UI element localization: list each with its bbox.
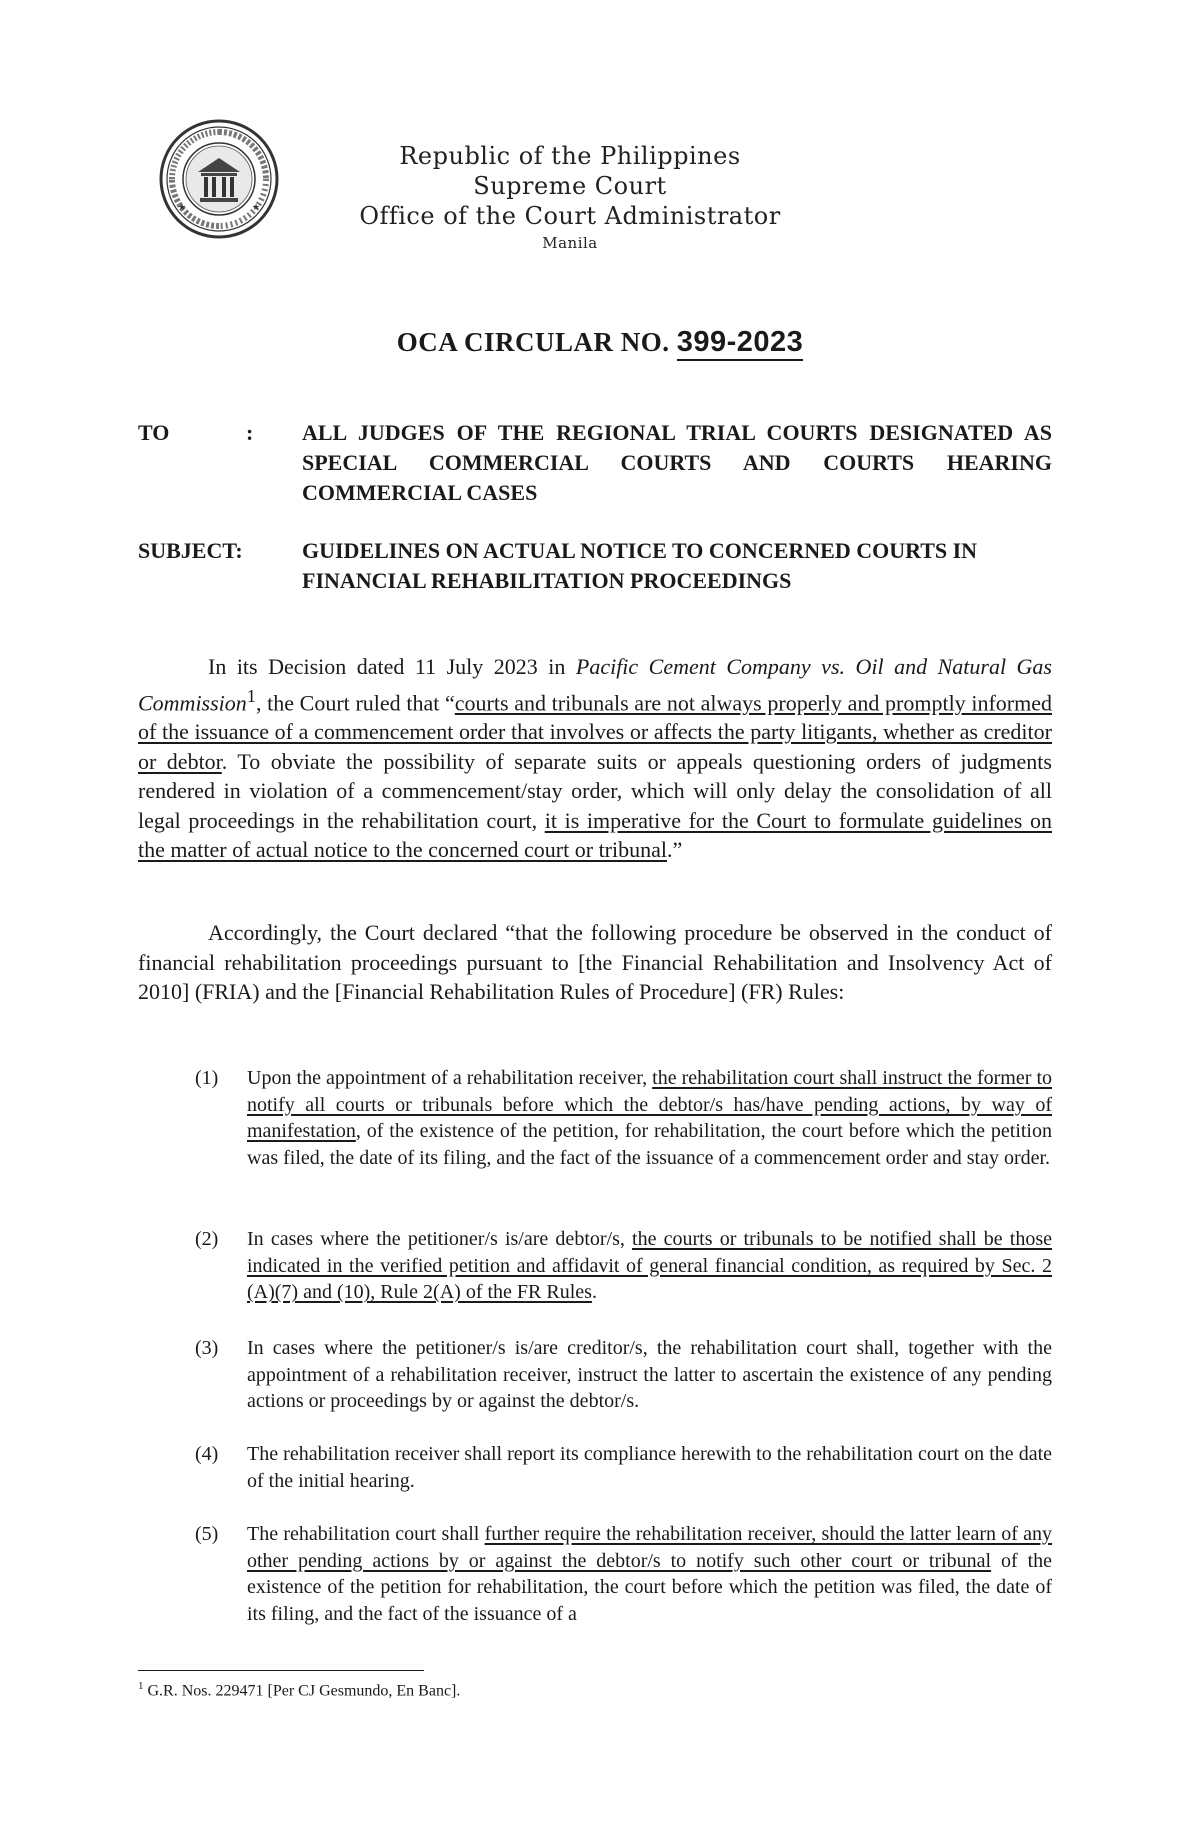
footnote-mark: 1: [138, 1680, 144, 1692]
p1-underlined-imperative: it is imperative for the Court to formulate guidelines on the matter of actual notice to the concerned court or tribunal: [138, 807, 1052, 863]
letterhead-republic: Republic of the Philippines: [399, 142, 741, 170]
list-item: [195, 1521, 1052, 1627]
list-item: [195, 1335, 1052, 1415]
letterhead-office: Office of the Court Administrator: [359, 202, 781, 230]
item-text-b: .: [591, 1281, 597, 1304]
subject-text: GUIDELINES ON ACTUAL NOTICE TO CONCERNED COURTS IN FINANCIAL REHABILITATION PROCEEDINGS: [302, 538, 978, 593]
to-label: TO: [138, 420, 170, 445]
p1-text-c: . To obviate the possibility of separate suits or appeals questioning orders of judgments rendered in violation of a commencement/stay order, which will only delay the consolidation of all legal proceedings in the rehabilitation court,: [138, 748, 1052, 833]
to-colon: :: [246, 420, 254, 445]
item-text-a: In cases where the petitioner/s is/are debtor/s,: [247, 1228, 633, 1250]
item-number: (5): [195, 1523, 219, 1545]
item-text-a: The rehabilitation receiver shall report its compliance herewith to the rehabilitation court on the date of the initial hearing.: [247, 1443, 1052, 1492]
svg-text:★: ★: [252, 203, 261, 213]
p1-underlined-ruling: courts and tribunals are not always properly and promptly informed of the issuance of a commencement order that involves or affects the party litigants, whether as creditor or debtor: [138, 689, 1052, 774]
footnote-text: G.R. Nos. 229471 [Per CJ Gesmundo, En Banc].: [147, 1682, 461, 1700]
footnote-ref: 1: [246, 685, 256, 706]
p1-text-b: , the Court ruled that “: [255, 689, 455, 715]
item-number: (3): [195, 1337, 219, 1359]
svg-text:★: ★: [178, 203, 187, 213]
item-text: [247, 1226, 1052, 1306]
item-text-b: , of the existence of the petition, for rehabilitation, the court before which the petition was filed, the date of its filing, and the fact of the issuance of a commencement order and stay order.: [247, 1120, 1052, 1169]
list-item: [195, 1226, 1052, 1306]
item-text: [247, 1065, 1052, 1171]
circular-title: [0, 326, 1200, 359]
item-text-a: In cases where the petitioner/s is/are creditor/s, the rehabilitation court shall, together with the appointment of a rehabilitation receiver, instruct the latter to ascertain the existence of any pending actions or proceedings by or against the debtor/s.: [247, 1337, 1052, 1413]
letterhead-city: Manila: [542, 234, 598, 252]
list-item: [195, 1441, 1052, 1494]
oca-seal-logo: [158, 118, 280, 240]
item-text: [247, 1441, 1052, 1494]
case-title: Pacific Cement Company vs. Oil and Natural Gas Commission: [138, 654, 1052, 715]
item-text: [247, 1335, 1052, 1415]
p1-text-d: .”: [667, 837, 683, 863]
paragraph-decision: [138, 652, 1052, 865]
item-number: (4): [195, 1443, 219, 1465]
item-text-underlined: the courts or tribunals to be notified shall be those indicated in the verified petition and affidavit of general financial condition, as required by Sec. 2 (A)(7) and (10), Rule 2(A) of the FR Rules: [247, 1228, 1053, 1304]
item-text-a: The rehabilitation court shall: [247, 1523, 485, 1545]
footnote-divider: [138, 1670, 424, 1671]
circular-title-prefix: OCA CIRCULAR NO.: [396, 327, 670, 357]
item-text-underlined: further require the rehabilitation receiver, should the latter learn of any other pending actions by or against the debtor/s to notify such other court or tribunal: [247, 1523, 1053, 1572]
paragraph-procedure-intro: Accordingly, the Court declared “that the following procedure be observed in the conduct of financial rehabilitation proceedings pursuant to [the Financial Rehabilitation and Insolvency Act of 2010] (FRIA) and the [Financial Rehabilitation Rules of Procedure] (FR) Rules:: [138, 920, 1052, 1004]
item-text-underlined: the rehabilitation court shall instruct the former to notify all courts or tribunals before which the debtor/s has/have pending actions, by way of manifestation: [247, 1067, 1052, 1143]
list-item: [195, 1065, 1052, 1171]
circular-number: 399-2023: [677, 326, 804, 361]
item-text-b: of the existence of the petition for rehabilitation, the court before which the petition was filed, the date of its filing, and the fact of the issuance of a: [247, 1549, 1052, 1625]
p1-text-a: In its Decision dated 11 July 2023 in: [208, 654, 576, 679]
item-text: [247, 1521, 1052, 1627]
footnote: [138, 1680, 460, 1700]
to-addressees: ALL JUDGES OF THE REGIONAL TRIAL COURTS DESIGNATED AS SPECIAL COMMERCIAL COURTS AND COURTS HEARING COMMERCIAL CASES: [302, 420, 1052, 505]
item-number: (2): [195, 1228, 219, 1250]
letterhead-supreme-court: Supreme Court: [473, 172, 667, 200]
subject-label: SUBJECT:: [138, 538, 243, 563]
item-number: (1): [195, 1067, 219, 1089]
item-text-a: Upon the appointment of a rehabilitation receiver,: [247, 1067, 653, 1089]
